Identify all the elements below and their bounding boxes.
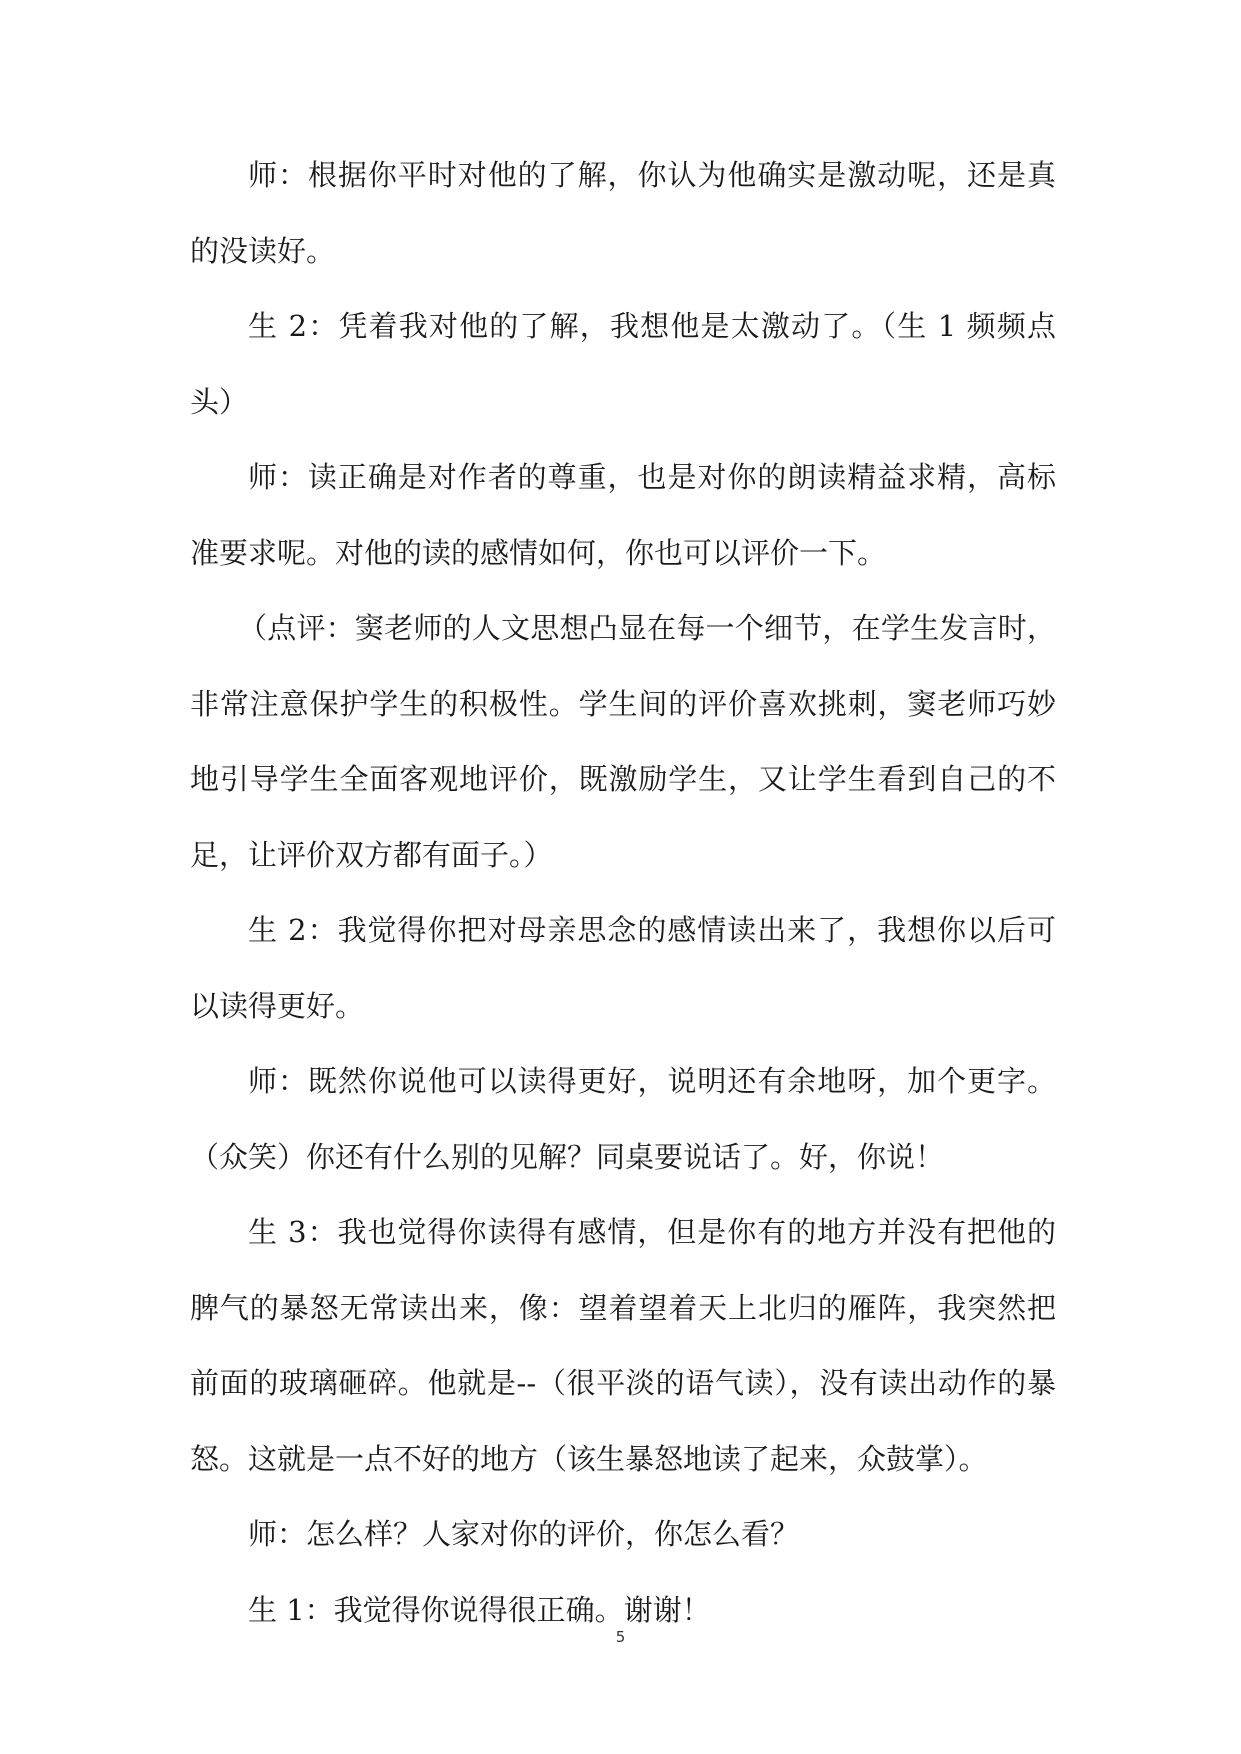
paragraph-student1-reply: 生 1：我觉得你说得很正确。谢谢！ — [248, 1592, 711, 1627]
paragraph-teacher-ask: 师：怎么样？人家对你的评价，你怎么看？ — [248, 1517, 800, 1551]
paragraph-student2-evaluation: 生 2：我觉得你把对母亲思念的感情读出来了，我想你以后可以读得更好。 — [190, 913, 1056, 1023]
paragraph-student2-reply: 生 2：凭着我对他的了解，我想他是太激动了。（生 1 频频点头） — [190, 309, 1056, 419]
paragraph-teacher-followup: 师：既然你说他可以读得更好，说明还有余地呀，加个更字。（众笑）你还有什么别的见解？同桌要说话了。好，你说！ — [190, 1064, 1056, 1174]
body-text — [190, 138, 1056, 1648]
page-number: 5 — [615, 1628, 626, 1646]
paragraph-teacher-comment: 师：读正确是对作者的尊重，也是对你的朗读精益求精，高标准要求呢。对他的读的感情如何，你也可以评价一下。 — [190, 460, 1056, 570]
paragraph-student3-evaluation: 生 3：我也觉得你读得有感情，但是你有的地方并没有把他的脾气的暴怒无常读出来，像：望着望着天上北归的雁阵，我突然把前面的玻璃砸碎。他就是--（很平淡的语气读），没有读出动作的暴怒。这就是一点不好的地方（该生暴怒地读了起来，众鼓掌）。 — [190, 1215, 1056, 1476]
paragraph-teacher-question: 师：根据你平时对他的了解，你认为他确实是激动呢，还是真的没读好。 — [190, 158, 1056, 268]
paragraph-review-note: （点评：窦老师的人文思想凸显在每一个细节，在学生发言时，非常注意保护学生的积极性。学生间的评价喜欢挑刺，窦老师巧妙地引导学生全面客观地评价，既激励学生，又让学生看到自己的不足，让评价双方都有面子。） — [190, 611, 1056, 872]
